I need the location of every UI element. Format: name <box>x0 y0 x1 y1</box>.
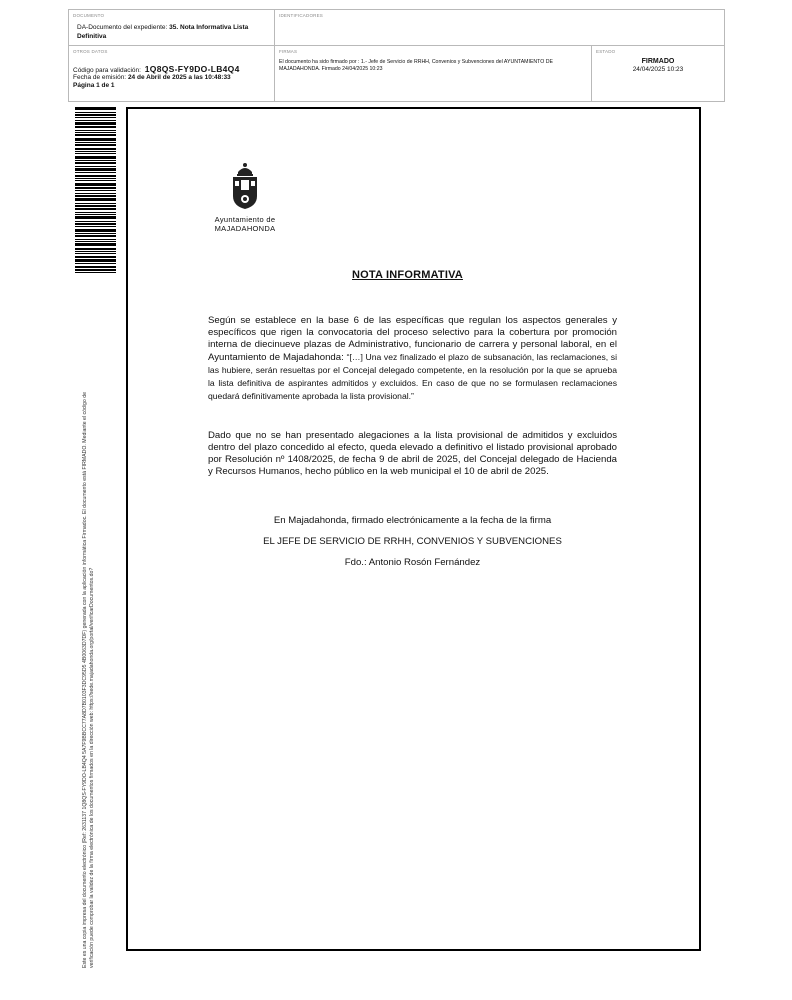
estado-value: FIRMADO <box>641 58 675 65</box>
emision-value: 24 de Abril de 2025 a las 10:48:33 <box>127 74 231 81</box>
firmas-text: El documento ha sido firmado por : 1.- Jefe de Servicio de RRHH, Convenios y Subvenciones del AYUNTAMIENTO DE MAJADAHONDA. Firmado 24/04/2025 10:23 <box>279 59 553 72</box>
firmas-label: FIRMAS <box>279 49 298 54</box>
paragraph-1-quote: “[…] Una vez finalizado el plazo de subsanación, las reclamaciones, si las hubiere, serán resueltas por el Concejal delegado competente, en la resolución por la que se aprueba la lista definitiva de aspirantes admitidos y excluidos. En caso de que no se formulasen reclamaciones quedará definitivamente aprobada la lista provisional.” <box>208 352 617 401</box>
otros-datos-label: OTROS DATOS <box>73 49 108 54</box>
estado-label: ESTADO <box>596 49 616 54</box>
header-firmas-box <box>274 45 594 102</box>
coat-of-arms-icon <box>210 160 280 212</box>
logo-line2: MAJADAHONDA <box>214 224 276 233</box>
documento-description <box>77 24 267 41</box>
majadahonda-logo <box>210 160 280 235</box>
emision-prefix: Fecha de emisión: <box>73 74 127 81</box>
emision-row <box>73 74 231 81</box>
side-note-line1: Este es una copia impresa del documento electrónico (Ref: 2631137 1Q8QS-FY9DO-LB4Q4 5A7F9BBCC77A8D7B0103F3DC95D5 4B0063D7DF) generada con la aplicación informática Firmadoc. El documento está FIRMADO. Mediante el código de <box>82 391 88 968</box>
paragraph-2: Dado que no se han presentado alegaciones a la lista provisional de admitidos y excluidos dentro del plazo concedido al efecto, queda elevado a definitivo el listado provisional aprobado por Resolución nº 1408/2025, de fecha 9 de abril de 2025, del Concejal delegado de Hacienda y Recursos Humanos, hecho público en la web municipal el 10 de abril de 2025. <box>208 430 617 477</box>
signature-place-date: En Majadahonda, firmado electrónicamente a la fecha de la firma <box>273 515 552 526</box>
side-verification-note <box>82 303 96 968</box>
barcode-icon <box>75 107 116 275</box>
validation-prefix: Código para validación: <box>73 67 141 74</box>
signature-role: EL JEFE DE SERVICIO DE RRHH, CONVENIOS Y SUBVENCIONES <box>263 536 562 547</box>
documento-title: 35. Nota Informativa Lista Definitiva <box>77 24 249 40</box>
documento-prefix: DA-Documento del expediente: <box>77 24 168 31</box>
document-title: NOTA INFORMATIVA <box>352 269 463 281</box>
side-note-line2: verificación puede comprobar la validez de la firma electrónica de los documentos firmados en la dirección web: https://sede.majadahonda.org/portal/verificarDocumentos.do? <box>89 567 95 968</box>
logo-line1: Ayuntamiento de <box>214 215 276 224</box>
page-number: Página 1 de 1 <box>73 82 115 89</box>
paragraph-1 <box>208 315 617 403</box>
identificadores-label: IDENTIFICADORES <box>279 13 324 18</box>
estado-date: 24/04/2025 10:23 <box>632 66 684 73</box>
validation-row <box>73 64 240 74</box>
header-documento-box <box>68 9 277 46</box>
header-estado-box <box>591 45 725 102</box>
header-otros-datos-box <box>68 45 277 102</box>
paragraph-1-intro: Según se establece en la base 6 de las específicas que regulan los aspectos generales y específicos que rigen la convocatoria del proceso selectivo para la cobertura por promoción interna de diecinueve plazas de Administrativo, funcionario de carrera y personal laboral, en el Ayuntamiento de Majadahonda: <box>208 315 617 363</box>
documento-label: DOCUMENTO <box>73 13 105 18</box>
header-identificadores-box <box>274 9 725 46</box>
validation-code: 1Q8QS-FY9DO-LB4Q4 <box>144 64 240 74</box>
signature-name: Fdo.: Antonio Rosón Fernández <box>344 557 481 568</box>
